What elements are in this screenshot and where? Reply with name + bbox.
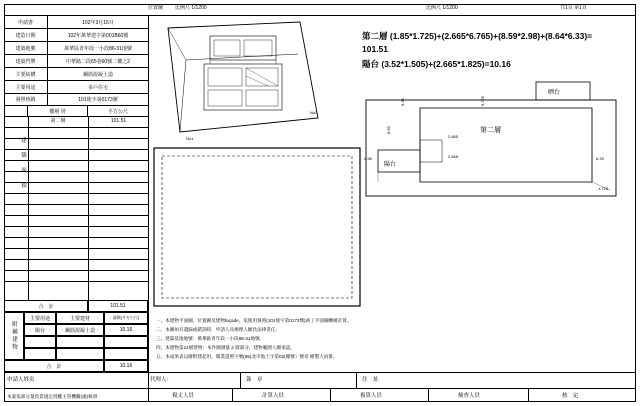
table-row xyxy=(4,205,148,216)
address-label: 住 址 xyxy=(362,377,379,383)
info-row xyxy=(4,81,148,94)
svg-text:1.725: 1.725 xyxy=(598,186,609,191)
position-plan-label: 位置圖 xyxy=(148,5,164,11)
floor-plan-drawing xyxy=(360,78,628,208)
info-row xyxy=(4,94,148,106)
footer-v1 xyxy=(148,372,149,388)
svg-text:第二層: 第二層 xyxy=(480,127,501,134)
check-label-2: 計算人員 xyxy=(262,393,285,399)
sign-label: 簽 章 xyxy=(246,377,263,383)
footer-note-left: 本案依部分量負責規定授權主管機關(處)核發 xyxy=(7,394,98,399)
position-plan-scale: 比例尺 1/1200 xyxy=(175,5,207,11)
table-row xyxy=(4,282,148,293)
building-table-body xyxy=(4,117,148,300)
attach-cell-struct: 鋼筋混凝土造 xyxy=(56,324,104,336)
note-line-3: 三、建築基地地號：萬華區青年段一小段86-31地號。 xyxy=(156,336,265,341)
footer-v8 xyxy=(528,388,529,402)
building-area-table xyxy=(4,106,148,300)
building-col-area: 平方公尺 xyxy=(107,108,128,115)
info-row-label: 建築門牌 xyxy=(4,55,48,67)
info-row-value: 萬華區青年段一小段86-31地號 xyxy=(64,45,132,52)
note-line-5: 五、本成果表以繪附建起用，開業證照字號(95)北市地土字第02(總號）號章 繪製人員簽。 xyxy=(156,354,338,359)
table-row xyxy=(4,271,148,282)
formula-line-3: 陽台 (3.52*1.505)+(2.665*1.825)=10.16 xyxy=(362,59,511,69)
site-plan-drawing xyxy=(150,14,342,144)
building-body-divider-2 xyxy=(88,117,89,300)
table-row xyxy=(4,249,148,260)
building-side-label: 建 築 面 積 xyxy=(20,137,26,190)
left-column-divider xyxy=(148,16,149,372)
svg-text:2.98: 2.98 xyxy=(364,156,372,161)
info-row xyxy=(4,16,148,29)
info-row-label: 主要結構 xyxy=(4,68,48,80)
note-line-2: 二、本圖如有遺漏或錯誤時，申請人及辦理人願負法律責任。 xyxy=(156,327,281,332)
footer-v4 xyxy=(148,388,149,402)
footer-v6 xyxy=(330,388,331,402)
attach-empty-kind-2 xyxy=(24,348,56,360)
info-row-value: 多戶住宅 xyxy=(87,84,108,91)
footer-v3 xyxy=(356,372,357,388)
attach-empty-area-2 xyxy=(104,348,148,360)
check-label-3: 複算人員 xyxy=(360,393,383,399)
agent-label: 代理人： xyxy=(150,377,173,383)
svg-text:8.59: 8.59 xyxy=(386,126,391,134)
info-row-value: 鋼筋混凝土造 xyxy=(82,71,113,78)
svg-text:6.33: 6.33 xyxy=(400,98,405,106)
formula-line-2: 101.51 xyxy=(362,44,388,54)
page-number: 共1頁 第1頁 xyxy=(560,5,587,11)
info-table xyxy=(4,16,148,106)
info-row-label: 主要用途 xyxy=(4,81,48,93)
building-cell-area: 101.51 xyxy=(110,118,127,124)
info-row-value: 102年萬華建字第001B60號 xyxy=(67,32,129,39)
svg-text:6.33: 6.33 xyxy=(596,156,604,161)
attach-side-label xyxy=(4,312,24,360)
svg-text:No1: No1 xyxy=(186,136,194,141)
attach-cell-kind: 陽台 xyxy=(24,324,56,336)
building-side-label-head xyxy=(4,106,28,116)
svg-text:晒台: 晒台 xyxy=(548,90,561,96)
footer-divider-2 xyxy=(4,388,636,389)
building-total-value: 101.51 xyxy=(88,300,148,312)
footer-v2 xyxy=(240,372,241,388)
note-line-4: 四、本建物第14層建物：本件圖測量 2 層部分、建物範圍人願承認。 xyxy=(156,345,295,350)
info-row-label: 申請書 xyxy=(4,16,48,28)
building-body-divider-1 xyxy=(28,117,29,300)
footer-v7 xyxy=(428,388,429,402)
footer-v5 xyxy=(232,388,233,402)
table-row xyxy=(4,238,148,249)
attach-empty-kind xyxy=(24,336,56,348)
attach-empty-struct xyxy=(56,336,104,348)
building-col-floor: 樓層 別 xyxy=(28,106,88,116)
footer-divider-1 xyxy=(4,372,636,373)
svg-text:6.765: 6.765 xyxy=(480,95,485,106)
building-total-label: 合 計 xyxy=(4,300,88,312)
info-row xyxy=(4,29,148,42)
attach-cell-area: 10.16 xyxy=(104,324,148,336)
central-stamp-outline xyxy=(152,146,364,311)
building-cell-floor: 第二層 xyxy=(50,118,66,124)
attach-total-value: 10.16 xyxy=(104,360,148,372)
info-row xyxy=(4,42,148,55)
info-row xyxy=(4,55,148,68)
table-row xyxy=(4,194,148,205)
table-row xyxy=(4,227,148,238)
building-table-header xyxy=(4,106,148,117)
check-label-1: 複丈人員 xyxy=(172,393,195,399)
attach-col-area: 面積(平方公尺) xyxy=(104,312,148,324)
info-row-value: 101使字第0173號 xyxy=(78,97,118,103)
info-row-label: 建築地號 xyxy=(4,42,48,54)
info-row xyxy=(4,68,148,81)
check-label-5: 核 定 xyxy=(562,393,579,399)
table-row xyxy=(4,216,148,227)
note-line-1: 一、本建物平面圖、位置圖及建物façade，依使用執照(101使字第0173號)竣工平面圖轉繪計算。 xyxy=(156,318,352,323)
floorplan-scale: 比例尺 1/1200 xyxy=(426,5,458,11)
check-label-4: 檢查人員 xyxy=(458,393,481,399)
attach-side-label-text: 附屬建物 xyxy=(11,321,17,351)
formula-line-1: 第二層 (1.85*1.725)+(2.665*6.765)+(8.59*2.98)+(8.64*6.33)= xyxy=(362,31,593,41)
attach-empty-struct-2 xyxy=(56,348,104,360)
attach-total-label: 合 計 xyxy=(4,360,104,372)
info-row-label: 建造日期 xyxy=(4,29,48,41)
attach-col-struct: 主要建材 xyxy=(56,312,104,324)
attach-empty-area xyxy=(104,336,148,348)
info-row-label: 發照核銷 xyxy=(4,94,48,105)
svg-text:2.665: 2.665 xyxy=(448,134,459,139)
attach-col-kind: 主要用途 xyxy=(24,312,56,324)
info-row-value: 102年3月16日 xyxy=(82,19,114,26)
svg-text:陽台: 陽台 xyxy=(384,162,397,168)
svg-text:2.665: 2.665 xyxy=(448,154,459,159)
svg-text:No2: No2 xyxy=(310,110,318,115)
table-row xyxy=(4,260,148,271)
info-row-value: 中華路二段65巷60號二樓之2 xyxy=(66,58,130,65)
applicant-label: 申請人姓名 xyxy=(7,377,35,383)
